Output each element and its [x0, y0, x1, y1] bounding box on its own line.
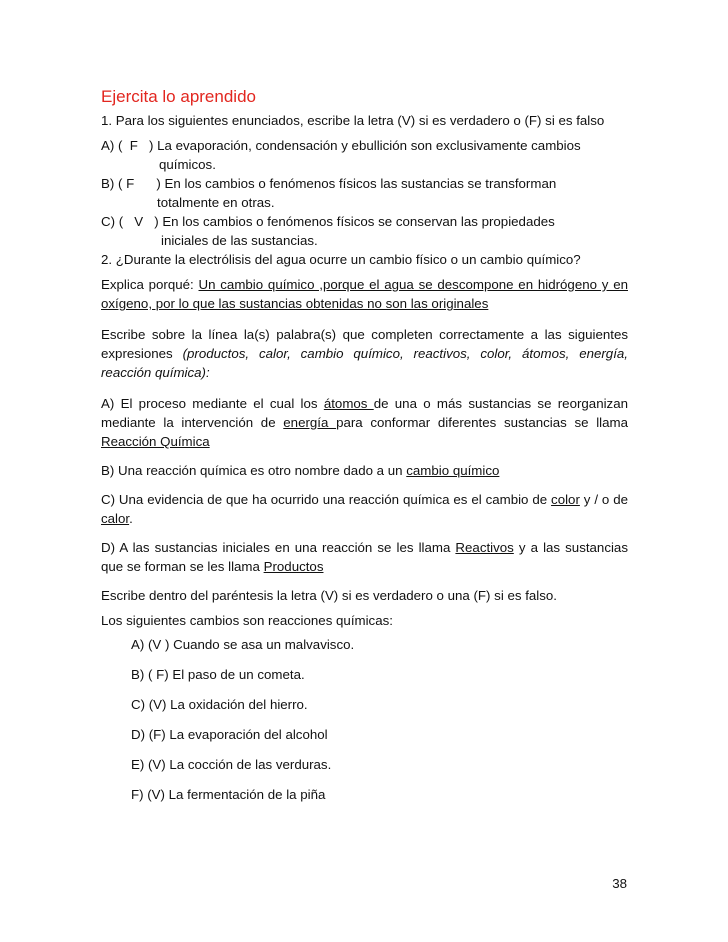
q1-item-b-label: B) ( F )	[101, 176, 165, 191]
fill-a-text-2: de una o más sustancias se reorganizan mediante la intervención de	[101, 396, 628, 430]
fill-c-text-3: .	[129, 511, 133, 526]
fill-d-answer-2: Productos	[263, 559, 324, 574]
q2-explain-label: Explica porqué:	[101, 277, 199, 292]
q3-item-f: F) (V) La fermentación de la piña	[131, 787, 326, 802]
fill-item-b	[101, 461, 628, 480]
q2-explain-answer: Un cambio químico ,porque el agua se descompone en hidrógeno y en oxígeno, por lo que las sustancias obtenidas no son las originales	[101, 277, 628, 311]
q1-item-a-label: A) ( F )	[101, 138, 158, 153]
fill-a-text-3: para conformar diferentes sustancias se llama	[336, 415, 628, 430]
fill-b-text-1: B) Una reacción química es otro nombre dado a un	[101, 463, 407, 478]
q1-item-a-text: La evaporación, condensación y ebullición son exclusivamente cambios	[157, 138, 581, 153]
fill-a-answer-3: Reacción Química	[101, 434, 210, 449]
q1-item-a-cont: químicos.	[159, 157, 216, 172]
fill-a-answer-1: átomos	[323, 396, 374, 411]
section-title: Ejercita lo aprendido	[101, 87, 256, 106]
fill-b-answer-1: cambio químico	[406, 463, 500, 478]
fill-c-answer-2: calor	[101, 511, 130, 526]
page-number: 38	[612, 876, 627, 891]
q1-item-a	[101, 136, 628, 155]
fill-instruction	[101, 325, 628, 382]
q3-instruction: Escribe dentro del paréntesis la letra (V) si es verdadero o una (F) si es falso.	[101, 588, 557, 603]
q1-item-c-label: C) ( V )	[101, 214, 163, 229]
q3-intro: Los siguientes cambios son reacciones químicas:	[101, 613, 393, 628]
fill-c-answer-1: color	[551, 492, 580, 507]
fill-c-text-2: y / o de	[579, 492, 628, 507]
fill-instruction-text: Escribe sobre la línea la(s) palabra(s) que completen correctamente a las siguientes expresiones	[101, 327, 628, 361]
fill-d-text-2: y a las sustancias que se forman se les llama	[101, 540, 628, 574]
q3-item-c: C) (V) La oxidación del hierro.	[131, 697, 308, 712]
fill-d-answer-1: Reactivos	[455, 540, 514, 555]
fill-d-text-1: D) A las sustancias iniciales en una reacción se les llama	[101, 540, 456, 555]
q2-explain	[101, 275, 628, 313]
q1-prompt: 1. Para los siguientes enunciados, escribe la letra (V) si es verdadero o (F) si es falso	[101, 113, 605, 128]
q3-item-a: A) (V ) Cuando se asa un malvavisco.	[131, 637, 355, 652]
q3-item-e: E) (V) La cocción de las verduras.	[131, 757, 332, 772]
fill-item-c	[101, 490, 628, 528]
fill-a-answer-2: energía	[283, 415, 337, 430]
fill-c-text-1: C) Una evidencia de que ha ocurrido una reacción química es el cambio de	[101, 492, 552, 507]
q1-item-b-cont: totalmente en otras.	[157, 195, 275, 210]
q1-item-c	[101, 212, 628, 231]
fill-item-a	[101, 394, 628, 451]
q1-item-c-cont: iniciales de las sustancias.	[161, 233, 318, 248]
q3-item-d: D) (F) La evaporación del alcohol	[131, 727, 328, 742]
q3-item-b: B) ( F) El paso de un cometa.	[131, 667, 305, 682]
q1-item-b	[101, 174, 628, 193]
q1-item-b-text: En los cambios o fenómenos físicos las sustancias se transforman	[164, 176, 557, 191]
q2-prompt: 2. ¿Durante la electrólisis del agua ocurre un cambio físico o un cambio químico?	[101, 252, 581, 267]
q1-item-c-text: En los cambios o fenómenos físicos se conservan las propiedades	[162, 214, 555, 229]
fill-item-d	[101, 538, 628, 576]
q3-list	[101, 634, 628, 814]
fill-a-text-1: A) El proceso mediante el cual los	[101, 396, 324, 411]
fill-word-bank: (productos, calor, cambio químico, reactivos, color, átomos, energía, reacción química):	[101, 346, 628, 380]
page-content	[101, 86, 628, 814]
